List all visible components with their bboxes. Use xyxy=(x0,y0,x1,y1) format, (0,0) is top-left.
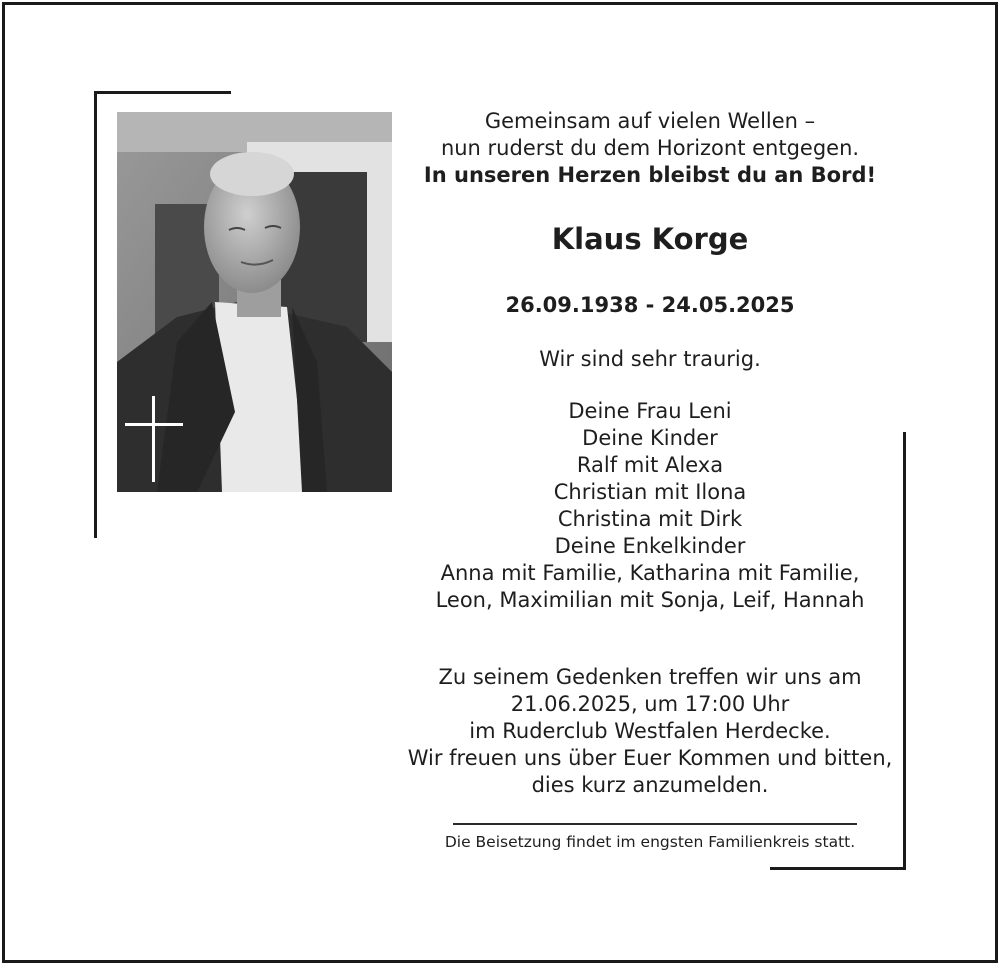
mourner-line: Deine Enkelkinder xyxy=(554,534,746,558)
corner-bracket-right xyxy=(903,432,906,870)
corner-bracket-top-left xyxy=(94,91,231,94)
divider-line xyxy=(453,823,857,825)
portrait-photo xyxy=(117,112,392,492)
mourners-list xyxy=(400,398,900,614)
mourner-line: Christina mit Dirk xyxy=(557,507,743,531)
memorial-line: dies kurz anzumelden. xyxy=(531,773,769,797)
burial-note: Die Beisetzung findet im engsten Familienkreis statt. xyxy=(444,833,856,851)
memorial-announcement xyxy=(400,664,900,799)
mourner-line: Deine Frau Leni xyxy=(568,399,732,423)
intro-line: nun ruderst du dem Horizont entgegen. xyxy=(440,136,860,160)
memorial-line: 21.06.2025, um 17:00 Uhr xyxy=(510,692,790,716)
intro-line: Gemeinsam auf vielen Wellen – xyxy=(484,109,816,133)
corner-bracket-left xyxy=(94,91,97,538)
memorial-line: im Ruderclub Westfalen Herdecke. xyxy=(469,719,831,743)
corner-bracket-bottom-right xyxy=(770,867,906,870)
mourner-line: Ralf mit Alexa xyxy=(576,453,724,477)
deceased-name: Klaus Korge xyxy=(551,222,749,256)
mourner-line: Deine Kinder xyxy=(582,426,718,450)
mourner-line: Leon, Maximilian mit Sonja, Leif, Hannah xyxy=(435,588,865,612)
memorial-line: Wir freuen uns über Euer Kommen und bitten, xyxy=(407,746,893,770)
intro-verse xyxy=(400,108,900,189)
grief-statement: Wir sind sehr traurig. xyxy=(539,347,761,371)
mourner-line: Anna mit Familie, Katharina mit Familie, xyxy=(440,561,860,585)
mourner-line: Christian mit Ilona xyxy=(553,480,747,504)
life-dates: 26.09.1938 - 24.05.2025 xyxy=(505,293,795,317)
memorial-line: Zu seinem Gedenken treffen wir uns am xyxy=(438,665,862,689)
intro-line-bold: In unseren Herzen bleibst du an Bord! xyxy=(423,163,877,187)
cross-icon xyxy=(125,396,183,482)
